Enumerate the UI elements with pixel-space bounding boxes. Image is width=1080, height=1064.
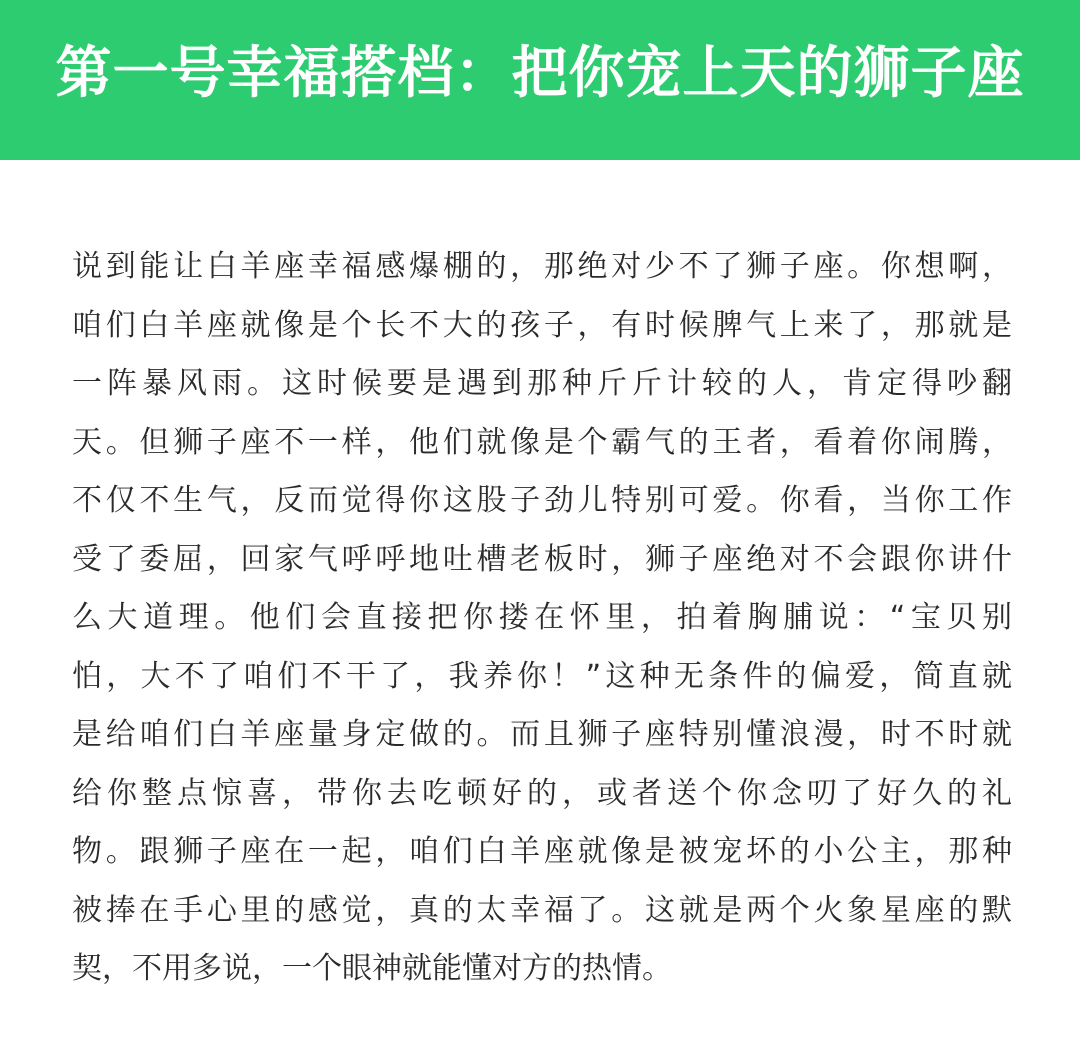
article-line: 是给咱们白羊座量身定做的。而且狮子座特别懂浪漫，时不时就 xyxy=(72,717,1012,752)
article-line: 么大道理。他们会直接把你搂在怀里，拍着胸脯说：“宝贝别 xyxy=(72,600,1012,635)
article-line: 天。但狮子座不一样，他们就像是个霸气的王者，看着你闹腾， xyxy=(72,424,1012,460)
article-line: 怕，大不了咱们不干了，我养你！”这种无条件的偏爱，简直就 xyxy=(72,658,1012,694)
article-body xyxy=(72,238,1012,999)
article-line: 受了委屈，回家气呼呼地吐槽老板时，狮子座绝对不会跟你讲什 xyxy=(72,541,1012,577)
article-line: 给你整点惊喜，带你去吃顿好的，或者送个你念叨了好久的礼 xyxy=(72,775,1012,811)
article-line: 物。跟狮子座在一起，咱们白羊座就像是被宠坏的小公主，那种 xyxy=(72,834,1012,869)
article-line: 不仅不生气，反而觉得你这股子劲儿特别可爱。你看，当你工作 xyxy=(72,483,1012,518)
article-line: 咱们白羊座就像是个长不大的孩子，有时候脾气上来了，那就是 xyxy=(72,307,1012,343)
article-line: 契，不用多说，一个眼神就能懂对方的热情。 xyxy=(72,951,672,986)
article-line: 被捧在手心里的感觉，真的太幸福了。这就是两个火象星座的默 xyxy=(72,892,1012,928)
page-title: 第一号幸福搭档：把你宠上天的狮子座 xyxy=(55,41,1025,106)
title-banner xyxy=(0,0,1080,160)
article-line: 说到能让白羊座幸福感爆棚的，那绝对少不了狮子座。你想啊， xyxy=(72,249,1012,284)
article-line: 一阵暴风雨。这时候要是遇到那种斤斤计较的人，肯定得吵翻 xyxy=(72,366,1012,401)
